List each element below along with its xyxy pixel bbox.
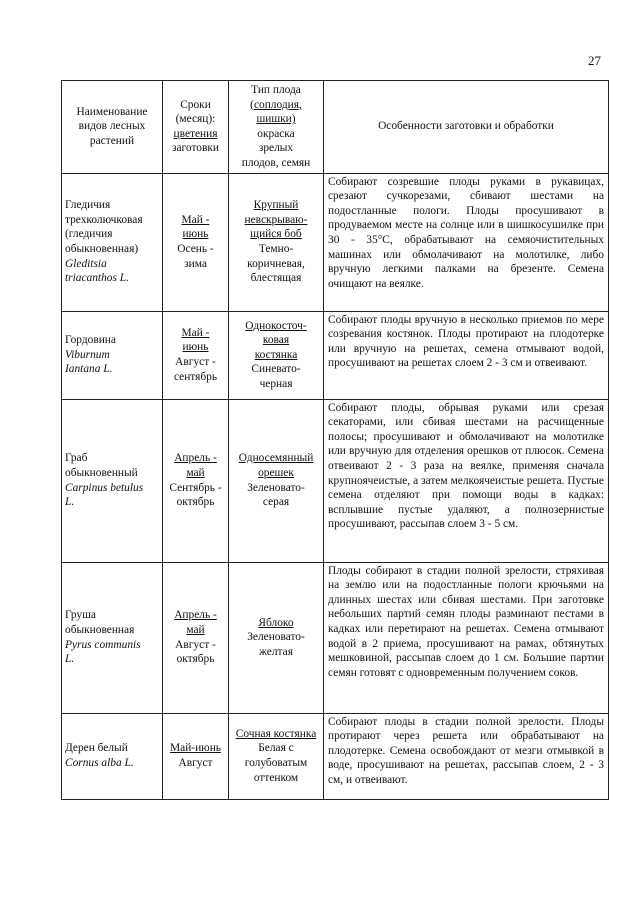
header-terms: Сроки (месяц): цветения заготовки — [163, 81, 229, 174]
terms-cell: Апрель - май Сентябрь - октябрь — [163, 399, 229, 562]
fruit-cell: Сочная костянка Белая с голубоватым оттенком — [229, 713, 324, 799]
table-row — [62, 311, 609, 399]
table-row — [62, 562, 609, 713]
description-cell: Собирают плоды в стадии полной зрелости. Плоды протирают через решета или обрабатывают на плодотерке. Семена освобождают от мезги отмывкой в воде, просушивают на решетах, рассыпав слоем, 2 - 3 см, и отвеивают. — [324, 713, 609, 799]
seed-harvest-table — [61, 80, 609, 800]
species-cell: Граб обыкновенный Carpinus betulus L. — [62, 399, 163, 562]
species-cell: Гордовина Viburnum Iantana L. — [62, 311, 163, 399]
terms-cell: Май - июнь Осень - зима — [163, 173, 229, 311]
table-row — [62, 713, 609, 799]
header-features: Особенности заготовки и обработки — [324, 81, 609, 174]
table-row — [62, 399, 609, 562]
fruit-cell: Крупный невскрываю- щийся боб Темно- коричневая, блестящая — [229, 173, 324, 311]
page-number: 27 — [588, 53, 601, 68]
fruit-cell: Яблоко Зеленовато- желтая — [229, 562, 324, 713]
terms-cell: Апрель - май Август - октябрь — [163, 562, 229, 713]
terms-cell: Май - июнь Август - сентябрь — [163, 311, 229, 399]
fruit-cell: Односемянный орешек Зеленовато- серая — [229, 399, 324, 562]
header-fruit-type: Тип плода (соплодия, шишки) окраска зрелых плодов, семян — [229, 81, 324, 174]
header-species-name: Наименование видов лесных растений — [62, 81, 163, 174]
table-row — [62, 173, 609, 311]
table-header-row — [62, 81, 609, 174]
description-cell: Собирают плоды, обрывая руками или срезая секаторами, или сбивая шестами на расчищенные полосы; просушивают и обмолачивают на молотилке или вручную для отделения орешков от плюсок. Семена отвеивают 2 - 3 раза на веялке, применяя сначала крупноячеистые, а затем мелкоячеистые решета. Пустые семена отделяют при помощи воды в кадках: всплывшие пустые удаляют, а полнозернистые просушивают, рассыпав слоем 3 - 5 см. — [324, 399, 609, 562]
description-cell: Собирают созревшие плоды руками в рукавицах, срезают сучкорезами, сбивают шестами на подостланные пологи. Плоды просушивают в продуваемом месте на солнце или в шишкосушилке при 30 - 35°С, обрабатывают на семяочистительных машинах или обмолачивают на молотилке, либо вручную легкими палками на брезенте. Семена очищают на веялке. — [324, 173, 609, 311]
description-cell: Плоды собирают в стадии полной зрелости, стряхивая на землю или на подостланные пологи крючьями на длинных шестах или сбивая шестами. При заготовке небольших партий семян плоды разминают пестами в кадках или перетирают на решетах. Семена отмывают водой в 2 приема, просушивают на рамах, обтянутых мешковиной, рассыпав слоем до 1 см. Большие партии семян готовят с одновременным получением соков. — [324, 562, 609, 713]
terms-cell: Май-июнь Август — [163, 713, 229, 799]
species-cell: Гледичия трехколючковая (гледичия обыкновенная) Gleditsia triacanthos L. — [62, 173, 163, 311]
fruit-cell: Однокосточ- ковая костянка Синевато- черная — [229, 311, 324, 399]
species-cell: Груша обыкновенная Pyrus communis L. — [62, 562, 163, 713]
description-cell: Собирают плоды вручную в несколько приемов по мере созревания костянок. Плоды протирают на плодотерке или вручную на решетах, семена отмывают водой, просушивают на решетах слоем 2 - 3 см и отвеивают. — [324, 311, 609, 399]
species-cell: Дерен белый Cornus alba L. — [62, 713, 163, 799]
